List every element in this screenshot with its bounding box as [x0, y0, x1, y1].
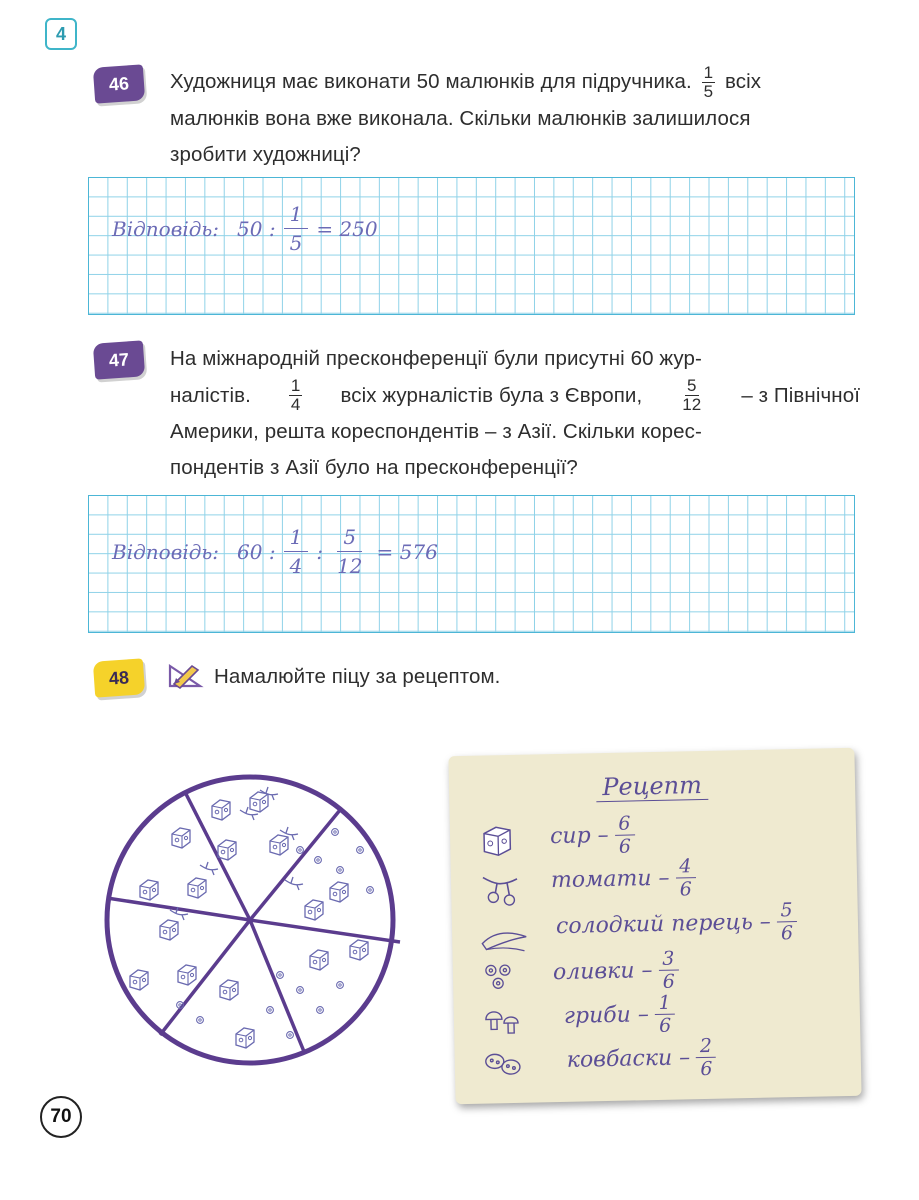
task-47-fraction-2: $\frac{5}{12}$ — [682, 376, 702, 414]
answer-46-label: Відповідь: — [112, 216, 220, 241]
page-number: 70 — [40, 1096, 82, 1138]
recipe-item-cheese: сир – 6 6 — [550, 812, 636, 859]
task-47-line-4: пондентів з Азії було на пресконференції? — [170, 456, 578, 479]
recipe-card — [448, 748, 861, 1104]
task-46-line-3: зробити художниці? — [170, 143, 361, 167]
pepper-icon — [480, 925, 529, 956]
olives-icon — [481, 960, 522, 995]
answer-47-fraction-1: 1 4 — [284, 523, 309, 580]
answer-47 — [112, 523, 438, 580]
task-47-line-2a: налістів. — [170, 383, 251, 407]
task-48-number: 48 — [93, 658, 145, 697]
task-46-fraction: $\frac{1}{5}$ — [703, 63, 714, 102]
tomato-branch-icon — [479, 867, 524, 912]
chapter-badge: 4 — [45, 18, 77, 50]
task-46-text-b: всіх — [725, 70, 762, 93]
task-47-line-2 — [170, 377, 860, 414]
pizza-drawing[interactable] — [100, 770, 410, 1070]
answer-47-rhs: = 576 — [376, 539, 438, 564]
task-47-number: 47 — [93, 340, 145, 379]
sausage-icon — [483, 1047, 528, 1082]
drawing-pencil-icon — [166, 660, 206, 690]
task-47-fraction-1: $\frac{1}{4}$ — [290, 376, 301, 414]
task-47-line-2b: всіх журналістів була з Європи, — [340, 383, 643, 407]
task-46-text — [170, 64, 860, 173]
task-47-line-3: Америки, решта кореспондентів – з Азії. Скільки корес- — [170, 420, 702, 443]
task-46-number: 46 — [93, 64, 145, 103]
task-47-line-2c: – з Північної — [741, 383, 860, 407]
answer-47-fraction-2: $\frac{5}{12}$ — [337, 525, 363, 578]
recipe-item-pepper: солодкий перець – 5 6 — [556, 899, 798, 949]
cheese-icon — [478, 821, 519, 862]
recipe-item-tomatoes: томати – 4 6 — [551, 855, 697, 903]
recipe-item-olives: оливки – 3 6 — [552, 948, 679, 996]
mushroom-icon — [482, 1005, 527, 1040]
answer-47-separator: : — [316, 539, 324, 564]
task-47-line-1: На міжнародній пресконференції були присутні 60 жур- — [170, 347, 702, 370]
answer-46 — [112, 200, 378, 257]
recipe-item-mushrooms: гриби – 1 6 — [563, 992, 675, 1039]
answer-46-fraction: $\frac{1}{5}$ — [284, 200, 309, 257]
task-46-line-2: малюнків вона вже виконала. Скільки малюнків залишилося — [170, 107, 751, 131]
recipe-item-sausages: ковбаски – 2 6 — [566, 1035, 716, 1083]
recipe-title: Рецепт — [449, 768, 855, 804]
answer-46-rhs: = 250 — [316, 216, 378, 241]
task-46-text-a: Художниця має виконати 50 малюнків для підручника. — [170, 70, 692, 93]
task-48-text: Намалюйте піцу за рецептом. — [214, 665, 501, 688]
answer-47-lhs: 60 : — [237, 539, 276, 564]
task-47-text — [170, 341, 860, 486]
answer-46-lhs: 50 : — [237, 216, 276, 241]
answer-47-label: Відповідь: — [112, 539, 220, 564]
